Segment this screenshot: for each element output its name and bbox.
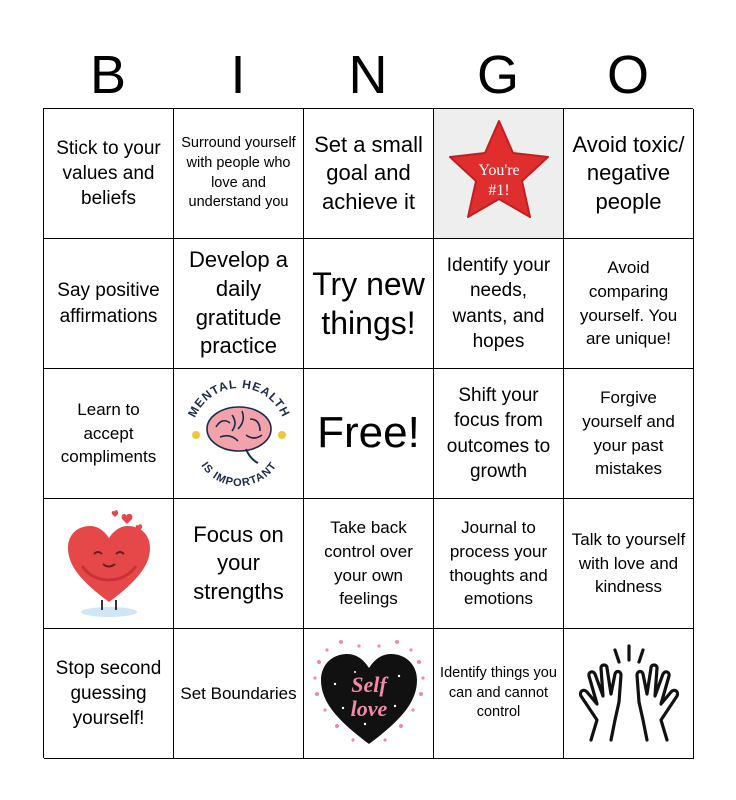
bingo-cell[interactable]	[434, 109, 564, 239]
cell-text: Identify your needs, wants, and hopes	[446, 255, 551, 352]
cell-text: Journal to process your thoughts and emotions	[449, 517, 548, 609]
bingo-cell[interactable]	[564, 499, 694, 629]
bingo-grid	[43, 108, 693, 758]
brain-caption-bottom: IS IMPORTANT	[198, 459, 279, 489]
brain-caption-top: MENTAL HEALTH	[184, 376, 293, 419]
cell-text: Stick to your values and beliefs	[56, 137, 161, 210]
cell-text: Stop second guessing yourself!	[55, 657, 162, 730]
heart-hug-icon	[54, 504, 164, 624]
bingo-cell[interactable]	[44, 369, 174, 499]
high-five-hands-icon	[571, 636, 687, 752]
bingo-cell[interactable]	[564, 109, 694, 239]
cell-text: Say positive affirmations	[57, 280, 160, 327]
cell-text: Set a small goal and achieve it	[314, 131, 423, 214]
bingo-cell[interactable]	[434, 369, 564, 499]
bingo-cell[interactable]	[174, 109, 304, 239]
self-love-caption-1: Self	[350, 671, 387, 697]
bingo-cell[interactable]	[564, 369, 694, 499]
brain-icon	[176, 371, 302, 497]
bingo-cell[interactable]	[44, 629, 174, 759]
bingo-cell[interactable]	[434, 499, 564, 629]
bingo-header	[43, 42, 693, 108]
star-icon	[444, 115, 554, 233]
bingo-cell[interactable]	[44, 109, 174, 239]
cell-text: Try new things!	[312, 266, 425, 341]
cell-text: Set Boundaries	[180, 683, 297, 703]
bingo-cell[interactable]	[304, 109, 434, 239]
bingo-cell[interactable]	[434, 629, 564, 759]
cell-text: Forgive yourself and your past mistakes	[582, 387, 675, 479]
header-letter-g: G	[476, 45, 519, 105]
star-caption-1: You're	[477, 161, 520, 179]
bingo-cell[interactable]	[174, 369, 304, 499]
cell-text: Focus on your strengths	[193, 521, 284, 604]
cell-text: Shift your focus from outcomes to growth	[446, 385, 551, 482]
bingo-cell[interactable]	[174, 239, 304, 369]
cell-text: Develop a daily gratitude practice	[188, 247, 289, 359]
bingo-cell[interactable]	[304, 629, 434, 759]
cell-text: Take back control over your own feelings	[324, 517, 413, 609]
bingo-cell[interactable]	[304, 499, 434, 629]
free-space[interactable]	[304, 369, 434, 499]
bingo-cell[interactable]	[174, 499, 304, 629]
cell-text: Talk to yourself with love and kindness	[571, 529, 686, 597]
svg-text:IS IMPORTANT	[198, 459, 279, 488]
bingo-cell[interactable]	[434, 239, 564, 369]
header-letter-b: B	[89, 45, 127, 105]
cell-text: Identify things you can and cannot control	[440, 665, 557, 721]
self-love-caption-2: love	[350, 695, 387, 721]
cell-text: Learn to accept compliments	[60, 399, 157, 467]
cell-text: Free!	[317, 408, 420, 458]
bingo-cell[interactable]	[304, 239, 434, 369]
self-love-heart-icon	[307, 632, 431, 756]
bingo-cell[interactable]	[44, 239, 174, 369]
header-letter-n: N	[348, 45, 388, 105]
header-letter-i: I	[230, 45, 246, 105]
bingo-cell[interactable]	[44, 499, 174, 629]
cell-text: Avoid comparing yourself. You are unique!	[579, 257, 678, 349]
star-caption-2: #1!	[487, 181, 510, 199]
header-letter-o: O	[606, 45, 649, 105]
bingo-cell[interactable]	[564, 629, 694, 759]
cell-text: Surround yourself with people who love and understand you	[181, 135, 296, 211]
bingo-cell[interactable]	[174, 629, 304, 759]
cell-text: Avoid toxic/ negative people	[572, 131, 685, 214]
bingo-cell[interactable]	[564, 239, 694, 369]
